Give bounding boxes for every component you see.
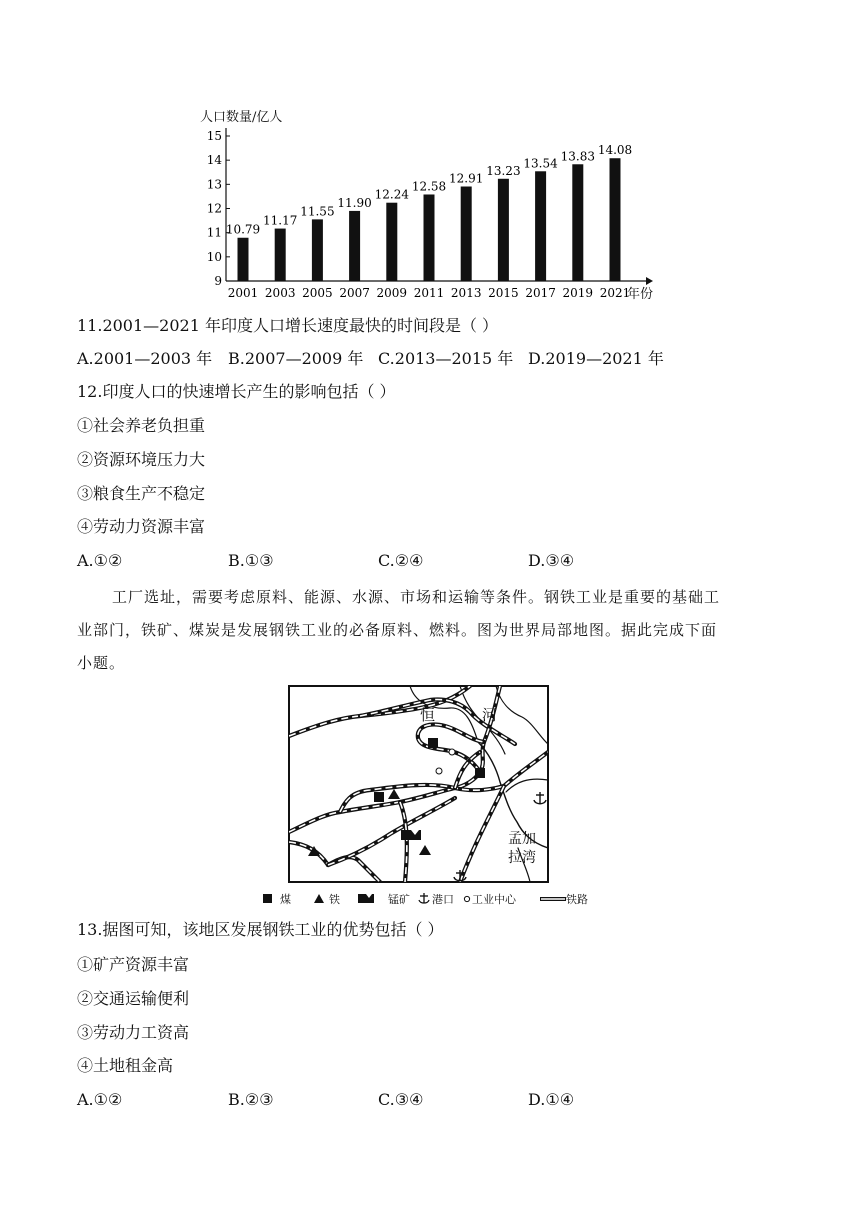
bar-value-label: 13.23 [486,163,521,178]
q13-item-3: ③劳动力工资高 [77,1023,190,1042]
q11-stem: 11.2001—2021 年印度人口增长速度最快的时间段是（ ） [77,316,499,335]
x-axis-arrow-icon [646,277,653,285]
legend-manganese-label: 锰矿 [388,893,410,906]
q13-option-d[interactable]: D.①④ [528,1090,575,1109]
legend-industry-icon [464,896,469,901]
bar-2005 [312,219,323,281]
x-tick-label: 2021 [599,286,631,300]
bar-2013 [461,187,472,281]
y-tick-label: 9 [214,274,222,288]
population-bar-chart [196,106,666,302]
bar-value-label: 12.58 [411,179,447,194]
industry-center-symbol [436,768,442,774]
legend-iron-label: 铁 [329,893,340,906]
manganese-symbol [401,830,421,840]
bar-value-label: 11.17 [263,213,298,228]
legend-coal-icon [263,894,272,903]
q13-option-c[interactable]: C.③④ [378,1090,424,1109]
y-axis-label: 人口数量/亿人 [200,110,283,125]
bar-value-label: 13.54 [523,156,558,171]
regional-map [260,682,600,912]
legend-port-icon [419,893,429,903]
river-label-heng: 恒 [420,706,436,724]
q12-item-4: ④劳动力资源丰富 [77,517,206,536]
bar-2009 [386,203,397,281]
legend-coal-label: 煤 [280,893,291,906]
bay-label-line-2: 拉湾 [508,850,536,866]
passage-line-1: 工厂选址，需要考虑原料、能源、水源、市场和运输等条件。钢铁工业是重要的基础工 [112,588,721,606]
q13-item-4: ④土地租金高 [77,1056,174,1075]
x-axis-label: 年份 [627,287,654,302]
q13-stem: 13.据图可知，该地区发展钢铁工业的优势包括（ ） [77,920,444,939]
bar-2019 [572,164,583,281]
q12-item-2: ②资源环境压力大 [77,450,206,469]
bar-2021 [610,158,621,281]
coal-symbol [428,738,438,748]
q13-option-b[interactable]: B.②③ [228,1090,274,1109]
bar-2001 [238,238,249,281]
y-tick-label: 11 [206,225,222,240]
x-tick-label: 2009 [376,286,408,300]
bay-label-line-1: 孟加 [508,831,536,847]
bar-2007 [349,211,360,281]
legend-railway-label: 铁路 [566,893,588,906]
x-tick-label: 2001 [227,286,259,300]
x-tick-label: 2003 [264,286,296,300]
x-tick-label: 2017 [525,286,556,300]
x-tick-label: 2019 [562,286,594,300]
bar-value-label: 11.55 [300,204,335,219]
bar-2011 [424,194,435,281]
x-tick-label: 2011 [413,286,445,300]
legend-manganese-icon [358,894,374,903]
q12-option-b[interactable]: B.①③ [228,551,274,570]
bar-value-label: 14.08 [597,143,633,158]
coal-symbol [374,792,384,802]
q11-option-d[interactable]: D.2019—2021 年 [528,349,664,368]
industry-center-symbol [449,749,455,755]
legend-port-label: 港口 [432,893,454,906]
bar-value-label: 11.90 [337,195,372,210]
q13-option-a[interactable]: A.①② [77,1090,123,1109]
passage-line-3: 小题。 [77,654,126,672]
q11-option-a[interactable]: A.2001—2003 年 [77,349,213,368]
x-tick-label: 2005 [302,286,333,300]
bar-value-label: 12.24 [374,187,409,202]
passage-line-2: 业部门，铁矿、煤炭是发展钢铁工业的必备原料、燃料。图为世界局部地图。据此完成下面 [77,621,718,639]
y-tick-label: 10 [206,249,222,264]
y-tick-label: 14 [206,153,222,168]
bar-value-label: 12.91 [449,171,484,186]
coal-symbol [475,768,485,778]
x-tick-label: 2007 [339,286,370,300]
x-tick-label: 2013 [450,286,482,300]
q12-option-d[interactable]: D.③④ [528,551,575,570]
bar-2015 [498,179,509,281]
q11-option-c[interactable]: C.2013—2015 年 [378,349,514,368]
q12-option-a[interactable]: A.①② [77,551,123,570]
q12-stem: 12.印度人口的快速增长产生的影响包括（ ） [77,382,396,401]
bar-value-label: 13.83 [560,149,595,164]
legend-industry-label: 工业中心 [472,893,516,906]
river-label-he: 河 [482,706,498,724]
y-tick-label: 15 [206,129,222,143]
bar-2017 [535,171,546,281]
q13-item-2: ②交通运输便利 [77,989,190,1008]
bar-value-label: 10.79 [225,222,261,237]
legend-iron-icon [314,894,324,903]
q13-item-1: ①矿产资源丰富 [77,955,190,974]
y-tick-label: 13 [206,177,222,192]
q11-option-b[interactable]: B.2007—2009 年 [228,349,364,368]
x-tick-label: 2015 [488,286,519,300]
q12-item-3: ③粮食生产不稳定 [77,484,206,503]
q12-option-c[interactable]: C.②④ [378,551,424,570]
q12-item-1: ①社会养老负担重 [77,416,206,435]
map-legend [263,892,588,906]
y-tick-label: 12 [206,201,222,216]
bar-2003 [275,229,286,281]
